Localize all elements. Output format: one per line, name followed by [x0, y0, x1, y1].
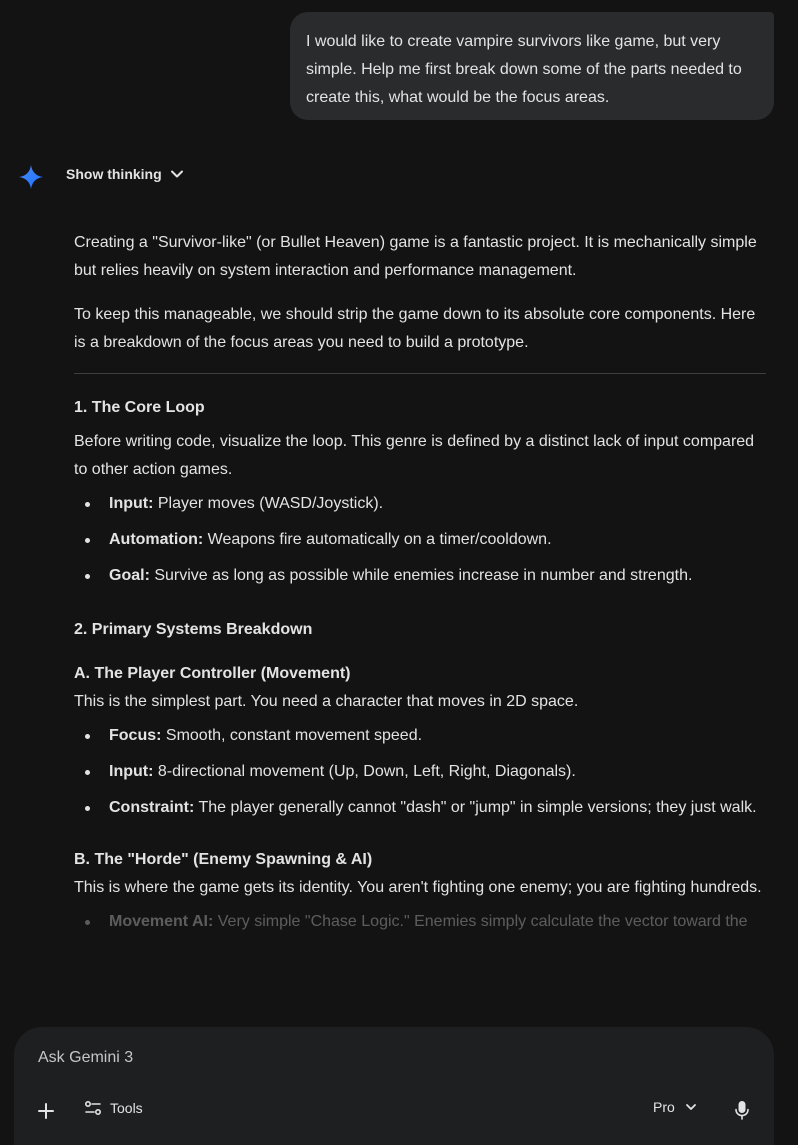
list-item: Movement AI: Very simple "Chase Logic." Enemies simply calculate the vector toward the — [74, 908, 766, 936]
tools-label: Tools — [110, 1100, 143, 1116]
core-loop-list — [74, 490, 766, 590]
section-heading-primary-systems: 2. Primary Systems Breakdown — [74, 621, 313, 638]
horde-text: This is where the game gets its identity. You aren't fighting one enemy; you are fighting hundreds. — [74, 879, 762, 896]
model-selector[interactable] — [653, 1099, 697, 1115]
show-thinking-toggle[interactable] — [66, 166, 184, 182]
user-message-bubble — [290, 12, 774, 120]
user-message-text: I would like to create vampire survivors like game, but very simple. Help me first break down some of the parts needed to create this, what would be the focus areas. — [306, 33, 742, 106]
assistant-response — [74, 229, 766, 944]
microphone-icon[interactable] — [734, 1099, 750, 1121]
horde-list — [74, 908, 766, 936]
list-item: Automation: Weapons fire automatically on a timer/cooldown. — [74, 526, 766, 554]
divider — [74, 373, 766, 374]
player-controller-text: This is the simplest part. You need a character that moves in 2D space. — [74, 693, 579, 710]
player-controller-list — [74, 722, 766, 822]
chevron-down-icon — [685, 1101, 697, 1113]
list-item: Constraint: The player generally cannot "dash" or "jump" in simple versions; they just walk. — [74, 794, 766, 822]
tools-button[interactable] — [84, 1099, 143, 1117]
prompt-composer — [14, 1027, 774, 1145]
list-item: Focus: Smooth, constant movement speed. — [74, 722, 766, 750]
tools-sliders-icon — [84, 1099, 102, 1117]
section-heading-core-loop: 1. The Core Loop — [74, 399, 205, 416]
chevron-down-icon — [170, 167, 184, 181]
section-heading-player-controller: A. The Player Controller (Movement) — [74, 665, 351, 682]
intro-paragraph-2: To keep this manageable, we should strip the game down to its absolute core components. Here is a breakdown of the focus areas you need to build a prototype. — [74, 306, 756, 351]
show-thinking-label: Show thinking — [66, 166, 162, 182]
list-item: Goal: Survive as long as possible while enemies increase in number and strength. — [74, 562, 766, 590]
gemini-sparkle-icon — [18, 164, 44, 190]
add-icon[interactable] — [36, 1101, 56, 1121]
prompt-input[interactable]: Ask Gemini 3 — [38, 1049, 134, 1066]
model-label: Pro — [653, 1099, 675, 1115]
list-item: Input: 8-directional movement (Up, Down, Left, Right, Diagonals). — [74, 758, 766, 786]
list-item: Input: Player moves (WASD/Joystick). — [74, 490, 766, 518]
intro-paragraph-1: Creating a "Survivor-like" (or Bullet Heaven) game is a fantastic project. It is mechanically simple but relies heavily on system interaction and performance management. — [74, 234, 757, 279]
section-heading-horde: B. The "Horde" (Enemy Spawning & AI) — [74, 851, 373, 868]
core-loop-text: Before writing code, visualize the loop. This genre is defined by a distinct lack of input compared to other action games. — [74, 433, 755, 478]
